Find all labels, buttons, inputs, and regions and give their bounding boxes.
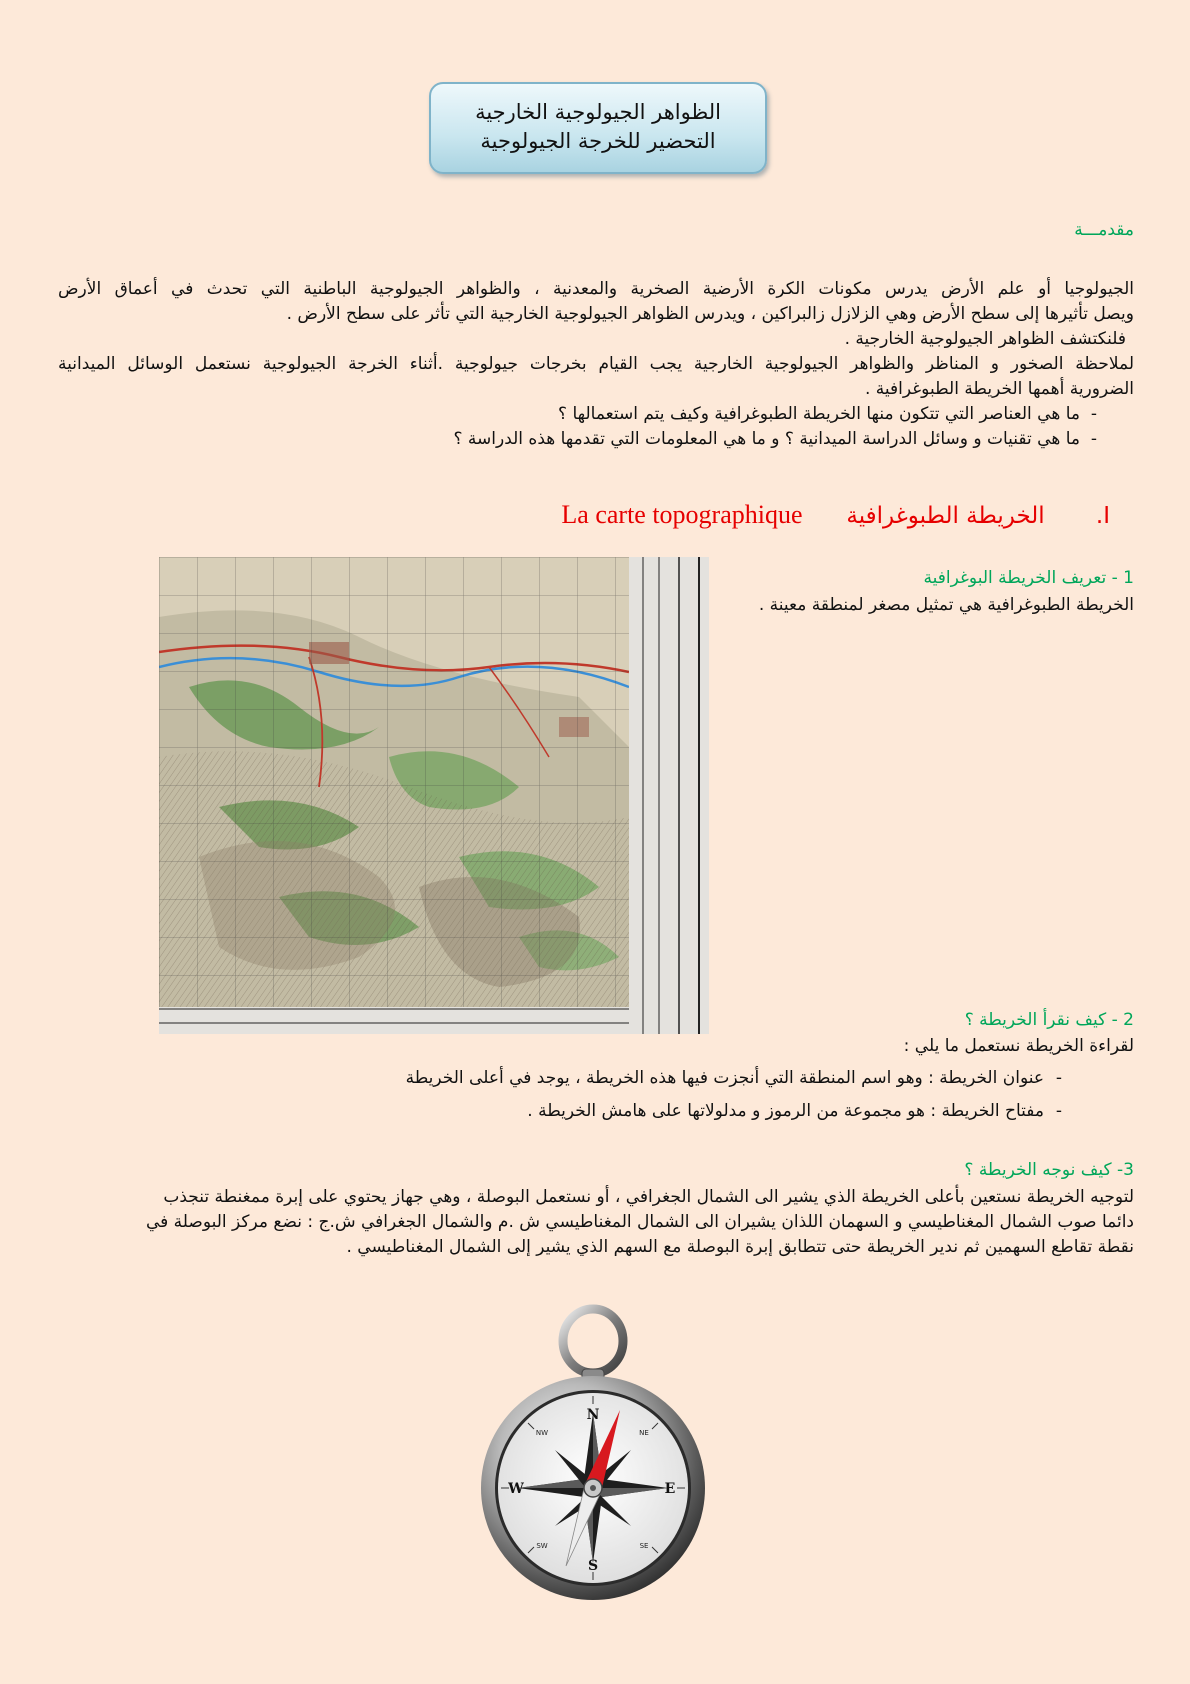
compass-icon [470, 1303, 720, 1603]
sub2-intro: لقراءة الخريطة نستعمل ما يلي : [903, 1036, 1134, 1056]
section-title-fr: La carte topographique [561, 500, 803, 529]
compass-label-n: N [586, 1407, 600, 1423]
compass-label-sw: SW [536, 1542, 548, 1550]
intro-line-2: ويصل تأثيرها إلى سطح الأرض وهي الزلازل زالبراكين ، ويدرس الظواهر الجيولوجية الخارجية التي تأثر على سطح الأرض . [286, 304, 1134, 324]
sub3-line-2: دائما صوب الشمال المغناطيسي و السهمان اللذان يشيران الى الشمال المغناطيسي ش .م والشمال الجغرافي ش.ج : نضع مركز البوصلة في [145, 1212, 1134, 1232]
sub3-line-3: نقطة تقاطع السهمين ثم ندير الخريطة حتى تتطابق إبرة البوصلة مع السهم الذي يشير إلى الشمال المغناطيسي . [346, 1237, 1134, 1257]
section-title-ar: الخريطة الطبوغرافية [846, 503, 1045, 529]
title-line-1: الظواهر الجيولوجية الخارجية [475, 100, 721, 124]
compass-label-s: S [587, 1558, 599, 1574]
sub1-heading: 1 - تعريف الخريطة البوغرافية [923, 568, 1134, 588]
compass-label-w: W [508, 1481, 524, 1497]
compass-label-ne: NE [639, 1429, 649, 1437]
sub3-line-1: لتوجيه الخريطة نستعين بأعلى الخريطة الذي يشير الى الشمال الجغرافي ، أو نستعمل البوصلة ، وهي جهاز يحتوي على إبرة ممغنطة تنجذب [163, 1187, 1134, 1207]
section-title [561, 500, 1110, 530]
title-line-2: التحضير للخرجة الجيولوجية [480, 129, 716, 153]
sub3-paragraph [58, 1185, 1134, 1260]
question-item-2: -ما هي تقنيات و وسائل الدراسة الميدانية ؟ و ما هي المعلومات التي تقدمها هذه الدراسة ؟ [453, 429, 1098, 449]
question-item-1: -ما هي العناصر التي تتكون منها الخريطة الطبوغرافية وكيف يتم استعمالها ؟ [558, 404, 1098, 424]
map-drawing [159, 557, 709, 1034]
map-reading-item-1: -عنوان الخريطة : وهو اسم المنطقة التي أنجزت فيها هذه الخريطة ، يوجد في أعلى الخريطة [405, 1068, 1063, 1088]
compass-label-nw: NW [535, 1429, 549, 1437]
topographic-map-image [159, 557, 709, 1034]
section-number: I. [1095, 503, 1110, 529]
sub1-text: الخريطة الطبوغرافية هي تمثيل مصغر لمنطقة معينة . [758, 595, 1134, 615]
intro-line-3: فلنكتشف الظواهر الجيولوجية الخارجية . [844, 329, 1126, 349]
compass-label-se: SE [639, 1542, 649, 1550]
intro-line-4: لملاحظة الصخور و المناظر والظواهر الجيولوجية الخارجية يجب القيام بخرجات جيولوجية .أثناء الخرجة الجيولوجية نستعمل الوسائل الميدانية [58, 354, 1134, 374]
sub2-heading: 2 - كيف نقرأ الخريطة ؟ [964, 1010, 1134, 1030]
intro-heading: مقدمـــة [1074, 220, 1134, 240]
sub3-heading: 3- كيف نوجه الخريطة ؟ [964, 1160, 1134, 1180]
intro-line-1: الجيولوجيا أو علم الأرض يدرس مكونات الكرة الأرضية الصخرية والمعدنية ، والظواهر الجيولوجية الباطنية التي تحدث في أعماق الأرض [58, 279, 1134, 299]
map-reading-item-2: -مفتاح الخريطة : هو مجموعة من الرموز و مدلولاتها على هامش الخريطة . [527, 1101, 1063, 1121]
compass-label-e: E [664, 1481, 676, 1497]
compass-illustration [470, 1303, 720, 1603]
title-box [429, 82, 767, 174]
intro-line-5: الضرورية أهمها الخريطة الطبوغرافية . [864, 379, 1134, 399]
intro-paragraph [58, 277, 1134, 452]
